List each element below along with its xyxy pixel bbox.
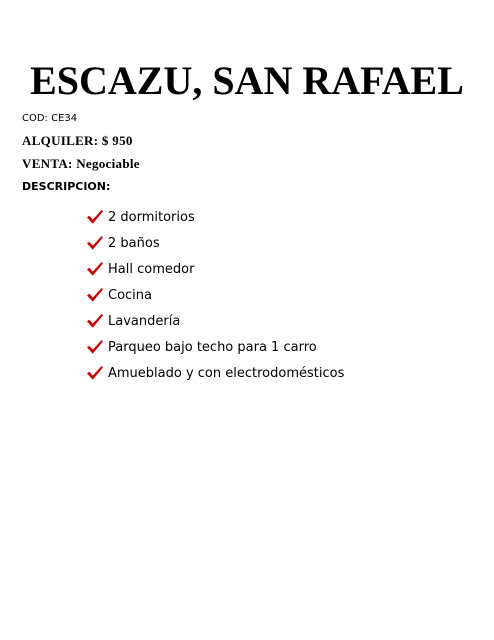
feature-label: Hall comedor bbox=[108, 261, 195, 277]
feature-item bbox=[86, 204, 344, 230]
property-code: COD: CE34 bbox=[22, 113, 78, 124]
check-icon bbox=[86, 365, 108, 381]
feature-label: Parqueo bajo techo para 1 carro bbox=[108, 339, 317, 355]
feature-item bbox=[86, 282, 344, 308]
check-icon bbox=[86, 209, 108, 225]
sale-price: VENTA: Negociable bbox=[22, 156, 140, 171]
check-icon bbox=[86, 287, 108, 303]
check-icon bbox=[86, 339, 108, 355]
feature-item bbox=[86, 334, 344, 360]
feature-item bbox=[86, 230, 344, 256]
feature-label: 2 baños bbox=[108, 235, 160, 251]
feature-list bbox=[86, 204, 344, 386]
check-icon bbox=[86, 313, 108, 329]
feature-item bbox=[86, 360, 344, 386]
feature-item bbox=[86, 308, 344, 334]
feature-label: 2 dormitorios bbox=[108, 209, 195, 225]
feature-label: Amueblado y con electrodomésticos bbox=[108, 365, 345, 381]
feature-item bbox=[86, 256, 344, 282]
description-heading: DESCRIPCION: bbox=[22, 180, 111, 193]
rent-price: ALQUILER: $ 950 bbox=[22, 133, 133, 148]
check-icon bbox=[86, 235, 108, 251]
property-title: ESCAZU, SAN RAFAEL bbox=[30, 58, 464, 103]
feature-label: Cocina bbox=[108, 287, 152, 303]
check-icon bbox=[86, 261, 108, 277]
feature-label: Lavandería bbox=[108, 313, 181, 329]
